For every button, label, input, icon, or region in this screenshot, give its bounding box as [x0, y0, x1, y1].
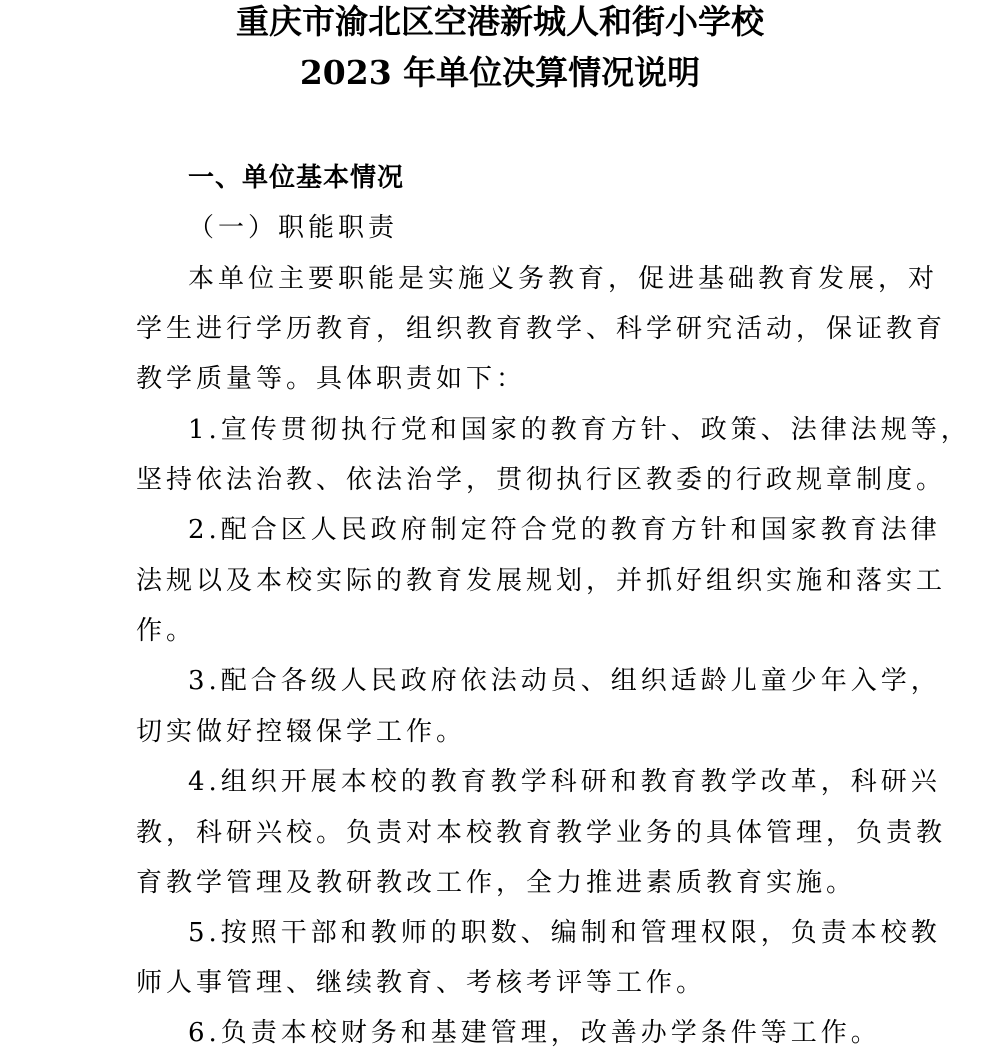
duty-item-4-line: 育教学管理及教研教改工作，全力推进素质教育实施。 — [136, 868, 857, 898]
duty-item-2-line: 作。 — [136, 616, 197, 646]
duty-item-2-line: 法规以及本校实际的教育发展规划，并抓好组织实施和落实工 — [136, 566, 947, 596]
duty-item-3-line: 切实做好控辍保学工作。 — [136, 717, 467, 747]
duty-item-4-line: 教，科研兴校。负责对本校教育教学业务的具体管理，负责教 — [136, 818, 947, 848]
document-title-line-2: 2023 年单位决算情况说明 — [299, 53, 701, 92]
section-heading: 一、单位基本情况 — [188, 163, 405, 193]
duty-item-1-line: 坚持依法治教、依法治学，贯彻执行区教委的行政规章制度。 — [136, 465, 947, 495]
intro-line: 学生进行学历教育，组织教育教学、科学研究活动，保证教育 — [136, 314, 947, 344]
document-title-line-1: 重庆市渝北区空港新城人和街小学校 — [236, 2, 764, 41]
duty-item-4-line: 4.组织开展本校的教育教学科研和教育教学改革，科研兴 — [188, 767, 941, 797]
intro-line: 教学质量等。具体职责如下： — [136, 364, 527, 394]
subsection-heading: （一）职能职责 — [188, 213, 399, 243]
duty-item-3-line: 3.配合各级人民政府依法动员、组织适龄儿童少年入学， — [188, 666, 941, 696]
duty-item-5-line: 5.按照干部和教师的职数、编制和管理权限，负责本校教 — [188, 918, 941, 948]
intro-line: 本单位主要职能是实施义务教育，促进基础教育发展，对 — [188, 264, 939, 294]
duty-item-6-line: 6.负责本校财务和基建管理，改善办学条件等工作。 — [188, 1018, 881, 1048]
duty-item-2-line: 2.配合区人民政府制定符合党的教育方针和国家教育法律 — [188, 515, 941, 545]
duty-item-5-line: 师人事管理、继续教育、考核考评等工作。 — [136, 968, 707, 998]
duty-item-1-line: 1.宣传贯彻执行党和国家的教育方针、政策、法律法规等， — [188, 415, 971, 445]
